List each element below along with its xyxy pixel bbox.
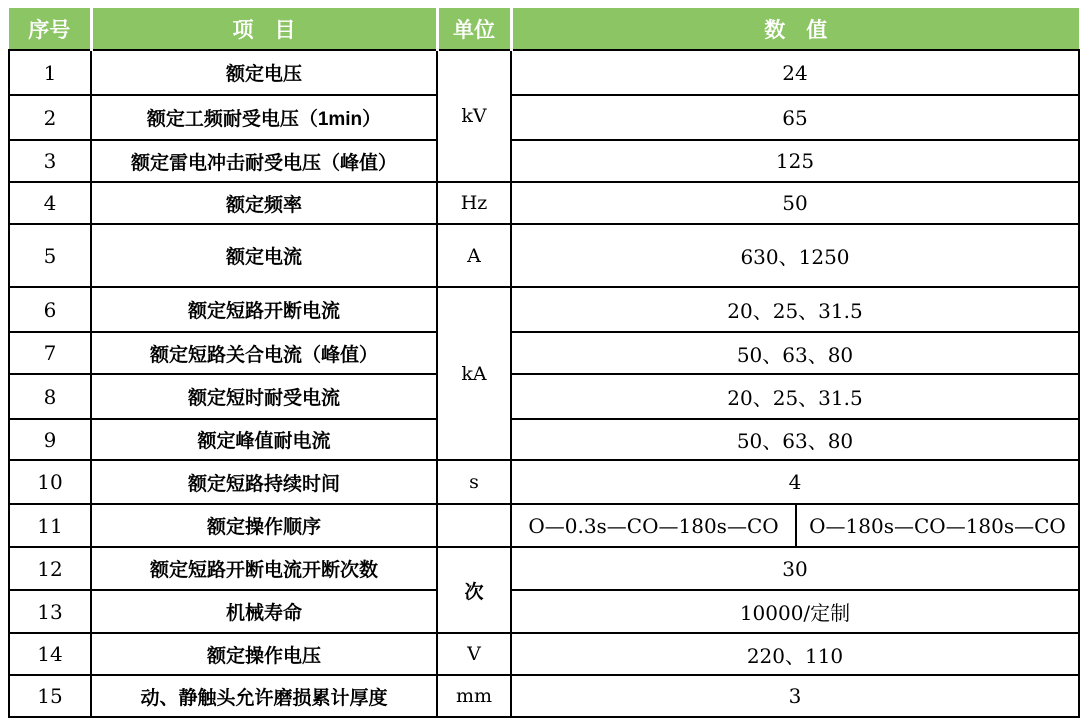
value-cell: 3	[511, 675, 1079, 717]
table-row	[9, 332, 1079, 374]
row-index-cell: 8	[9, 374, 91, 419]
table-row	[9, 633, 1079, 675]
table-row	[9, 224, 1079, 287]
table-row	[9, 95, 1079, 140]
item-cell: 额定工频耐受电压（1min）	[91, 95, 437, 140]
row-index-cell: 3	[9, 140, 91, 182]
row-index-cell: 1	[9, 50, 91, 95]
table-row	[9, 460, 1079, 504]
value-cell-sequence-left: O—0.3s—CO—180s—CO	[511, 504, 796, 547]
header-cell-index: 序号	[9, 8, 91, 50]
row-index-cell: 14	[9, 633, 91, 675]
value-cell: 30	[511, 547, 1079, 590]
value-cell: 630、1250	[511, 224, 1079, 287]
item-cell: 额定操作顺序	[91, 504, 437, 547]
unit-cell-empty	[437, 504, 511, 547]
value-cell: 65	[511, 95, 1079, 140]
table-row	[9, 590, 1079, 633]
row-index-cell: 11	[9, 504, 91, 547]
table-row	[9, 374, 1079, 419]
row-index-cell: 6	[9, 287, 91, 332]
unit-cell-s: s	[437, 460, 511, 504]
row-index-cell: 10	[9, 460, 91, 504]
item-cell: 额定短路开断电流开断次数	[91, 547, 437, 590]
table-row	[9, 182, 1079, 224]
row-index-cell: 12	[9, 547, 91, 590]
item-cell: 额定操作电压	[91, 633, 437, 675]
value-cell: 220、110	[511, 633, 1079, 675]
item-cell: 额定电流	[91, 224, 437, 287]
row-index-cell: 15	[9, 675, 91, 717]
row-index-cell: 4	[9, 182, 91, 224]
table-row	[9, 140, 1079, 182]
table-row	[9, 504, 1079, 547]
spec-table	[8, 8, 1080, 718]
item-cell: 额定短路开断电流	[91, 287, 437, 332]
value-cell: 24	[511, 50, 1079, 95]
unit-cell-a: A	[437, 224, 511, 287]
value-cell: 50、63、80	[511, 332, 1079, 374]
table-row	[9, 287, 1079, 332]
table-row	[9, 547, 1079, 590]
value-cell: 20、25、31.5	[511, 287, 1079, 332]
item-cell: 动、静触头允许磨损累计厚度	[91, 675, 437, 717]
item-cell: 额定电压	[91, 50, 437, 95]
header-cell-value: 数 值	[511, 8, 1079, 50]
header-row	[9, 8, 1079, 50]
row-index-cell: 2	[9, 95, 91, 140]
value-cell: 50	[511, 182, 1079, 224]
table-row	[9, 50, 1079, 95]
item-cell: 额定短路持续时间	[91, 460, 437, 504]
item-cell: 额定雷电冲击耐受电压（峰值）	[91, 140, 437, 182]
unit-cell-kv: kV	[437, 50, 511, 182]
table-row	[9, 419, 1079, 460]
row-index-cell: 5	[9, 224, 91, 287]
item-cell: 额定短路关合电流（峰值）	[91, 332, 437, 374]
value-cell: 125	[511, 140, 1079, 182]
value-cell-sequence-right: O—180s—CO—180s—CO	[796, 504, 1079, 547]
value-cell: 10000/定制	[511, 590, 1079, 633]
table-row	[9, 675, 1079, 717]
value-cell: 4	[511, 460, 1079, 504]
header-cell-unit: 单位	[437, 8, 511, 50]
unit-cell-ka: kA	[437, 287, 511, 460]
item-cell: 额定峰值耐电流	[91, 419, 437, 460]
value-cell: 20、25、31.5	[511, 374, 1079, 419]
row-index-cell: 9	[9, 419, 91, 460]
row-index-cell: 13	[9, 590, 91, 633]
row-index-cell: 7	[9, 332, 91, 374]
value-cell: 50、63、80	[511, 419, 1079, 460]
item-cell: 机械寿命	[91, 590, 437, 633]
unit-cell-hz: Hz	[437, 182, 511, 224]
unit-cell-times: 次	[437, 547, 511, 633]
unit-cell-mm: mm	[437, 675, 511, 717]
item-cell: 额定短时耐受电流	[91, 374, 437, 419]
header-cell-item: 项 目	[91, 8, 437, 50]
unit-cell-v: V	[437, 633, 511, 675]
item-cell: 额定频率	[91, 182, 437, 224]
